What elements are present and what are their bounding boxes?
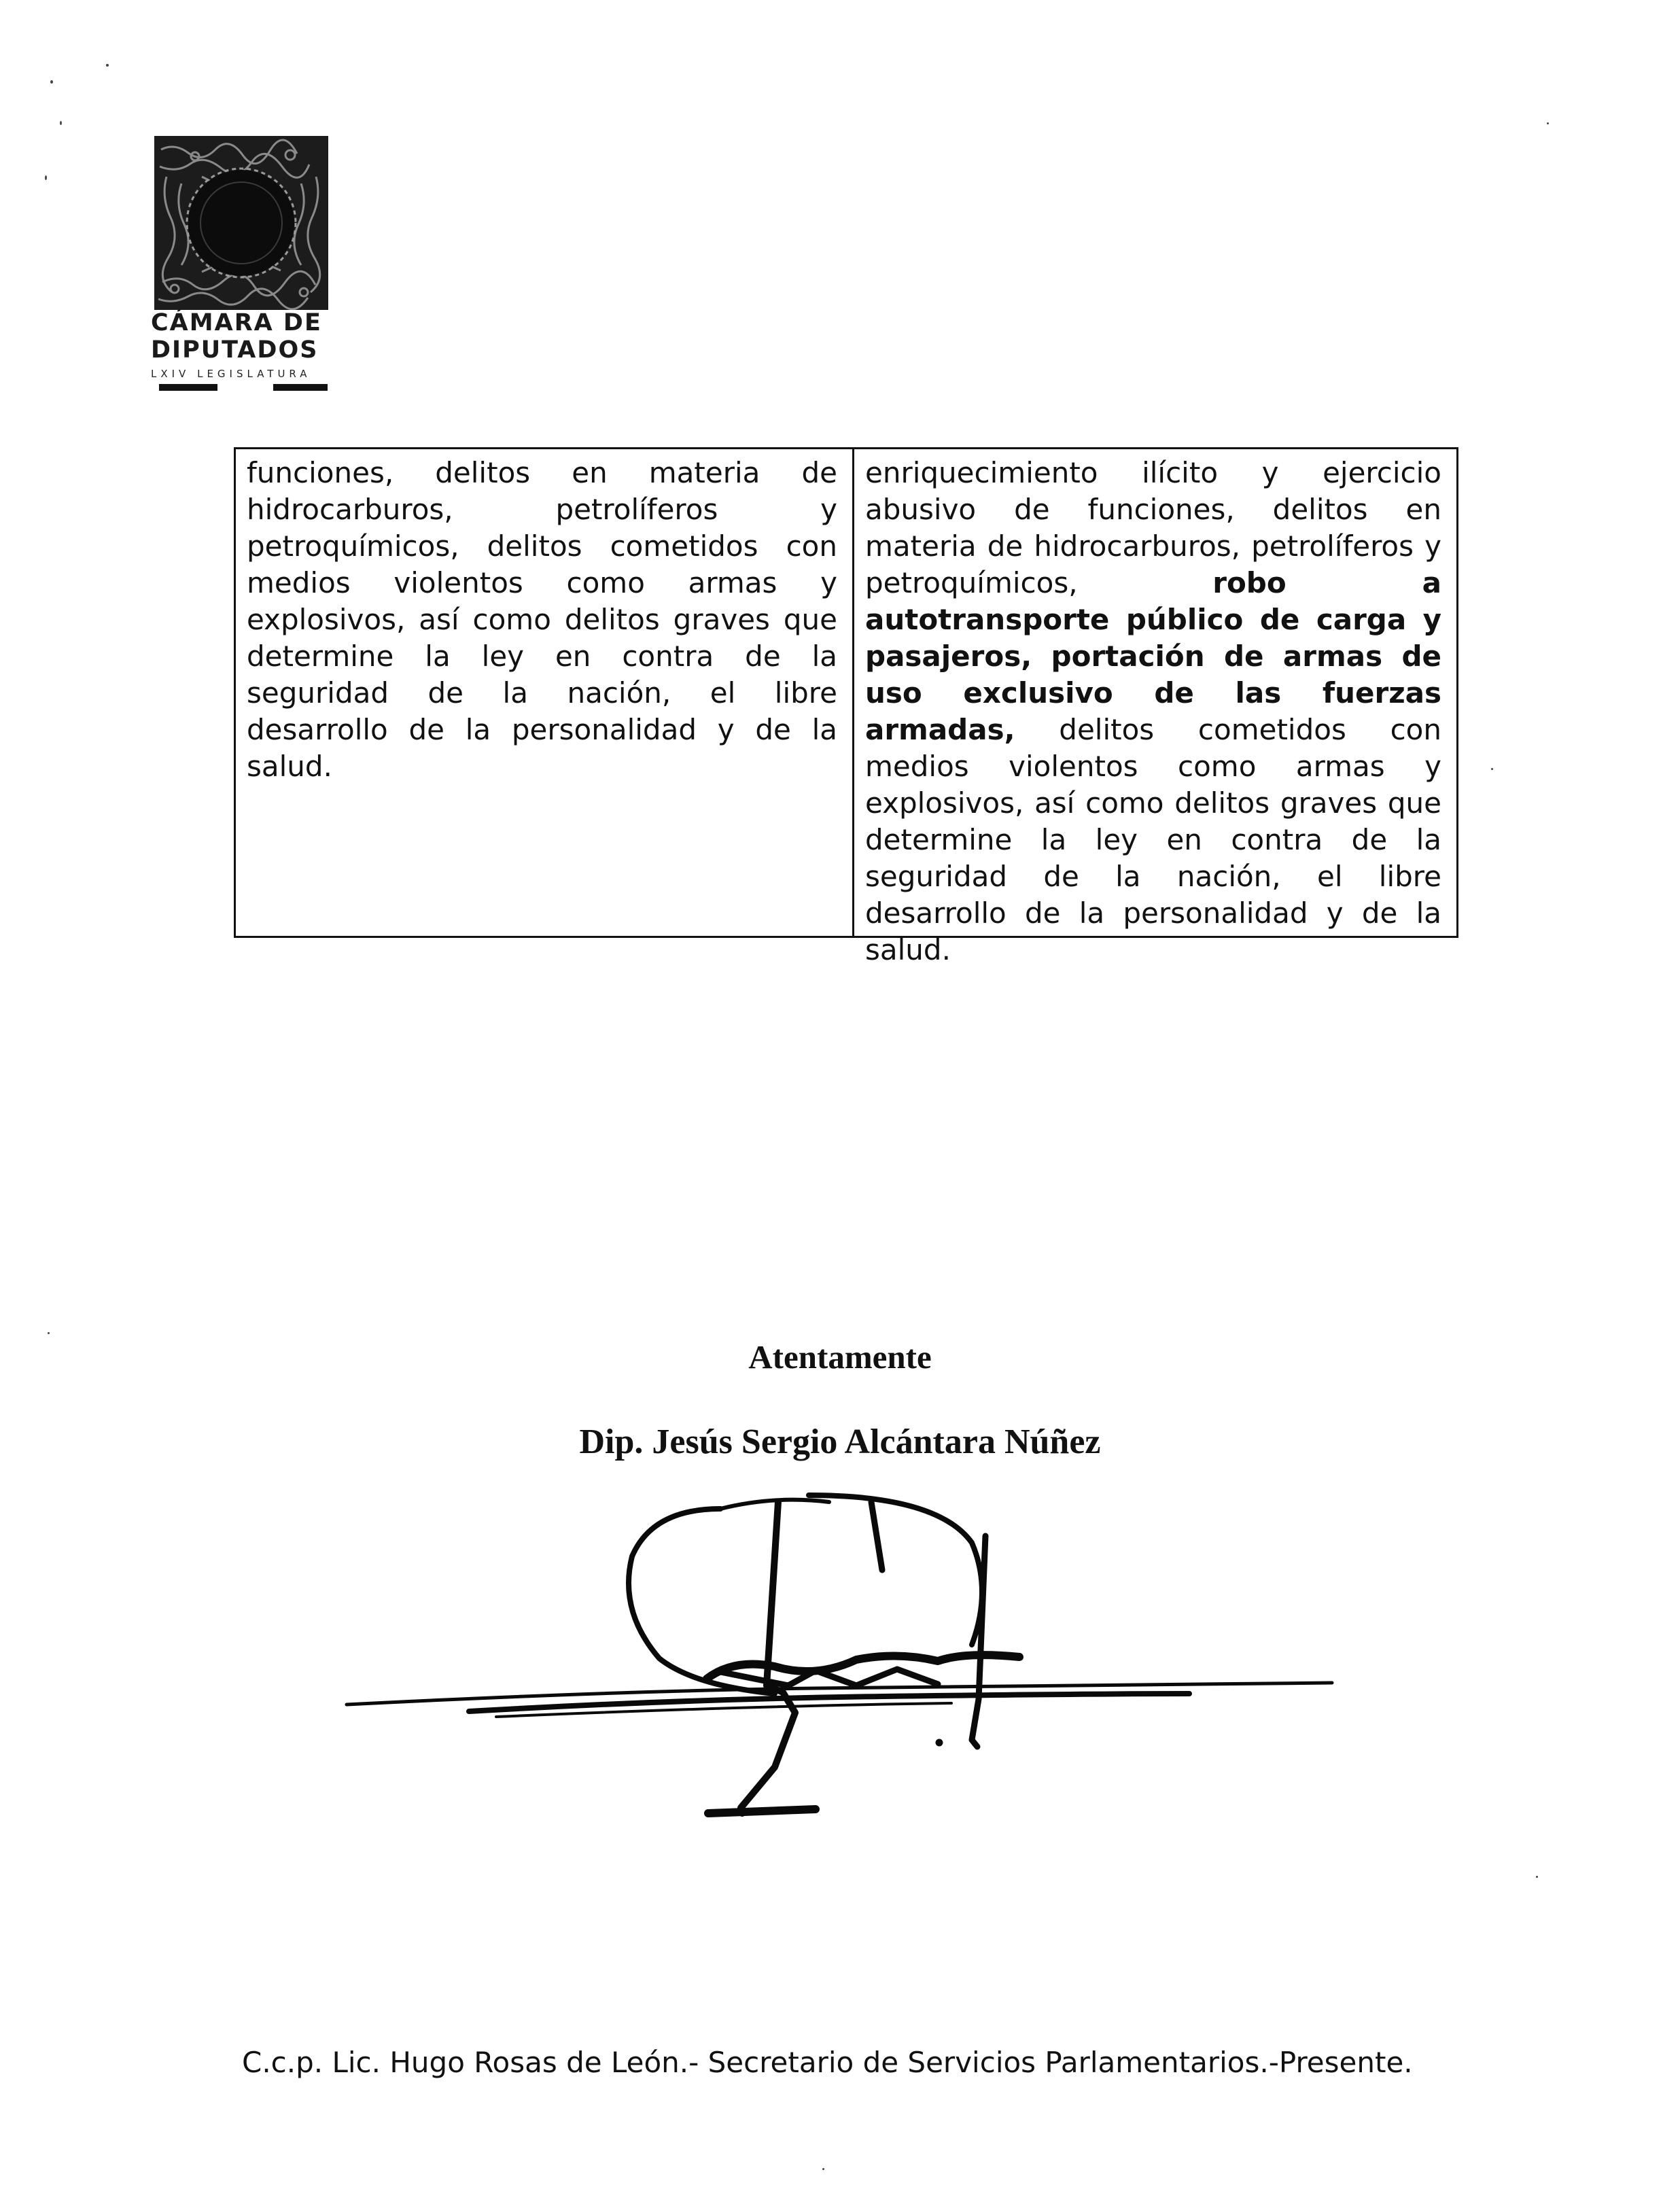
scan-speck (48, 1332, 50, 1334)
cc-line: C.c.p. Lic. Hugo Rosas de León.- Secretario de Servicios Parlamentarios.-Presente. (242, 2046, 1413, 2079)
comparison-table (234, 447, 1458, 966)
proposed-text-before: enriquecimiento ilícito y ejercicio abusivo de funciones, delitos en materia de hidrocarburos, petrolíferos y petroquímicos, (865, 456, 1441, 599)
table-cell-current-text (236, 449, 854, 936)
proposed-text-after: delitos cometidos con medios violentos como armas y explosivos, así como delitos graves que determine la ley en contra de la seguridad de la nación, el libre desarrollo de la personalidad y de la salud. (865, 713, 1441, 966)
logo-wordmark (151, 309, 341, 394)
proposed-text-bold: robo a autotransporte público de carga y pasajeros, portación de armas de uso exclusivo de las fuerzas armadas, (865, 566, 1441, 746)
current-text: funciones, delitos en materia de hidrocarburos, petrolíferos y petroquímicos, delitos cometidos con medios violentos como armas y explosivos, así como delitos graves que determine la ley en contra de la seguridad de la nación, el libre desarrollo de la personalidad y de la salud. (247, 456, 837, 783)
scan-speck (50, 80, 53, 84)
scan-speck (822, 2168, 824, 2170)
scan-speck (106, 64, 109, 67)
scan-speck (45, 175, 47, 180)
camara-seal-logo (154, 136, 328, 310)
scan-speck (60, 121, 62, 125)
logo-bars (151, 384, 341, 394)
logo-line-legislatura: LXIV LEGISLATURA (151, 368, 311, 380)
logo-line-diputados: DIPUTADOS (151, 336, 319, 364)
scan-speck (1491, 768, 1493, 770)
handwritten-signature (340, 1482, 1359, 1849)
scan-speck (1547, 122, 1549, 124)
logo-bar-left (159, 384, 217, 391)
signer-name: Dip. Jesús Sergio Alcántara Núñez (579, 1422, 1101, 1461)
scan-speck (1536, 1876, 1538, 1878)
logo-line-camara: CÁMARA DE (151, 309, 322, 336)
logo-bar-right (273, 384, 328, 391)
table-cell-proposed-text (854, 449, 1456, 966)
closing-salutation: Atentamente (748, 1338, 932, 1376)
